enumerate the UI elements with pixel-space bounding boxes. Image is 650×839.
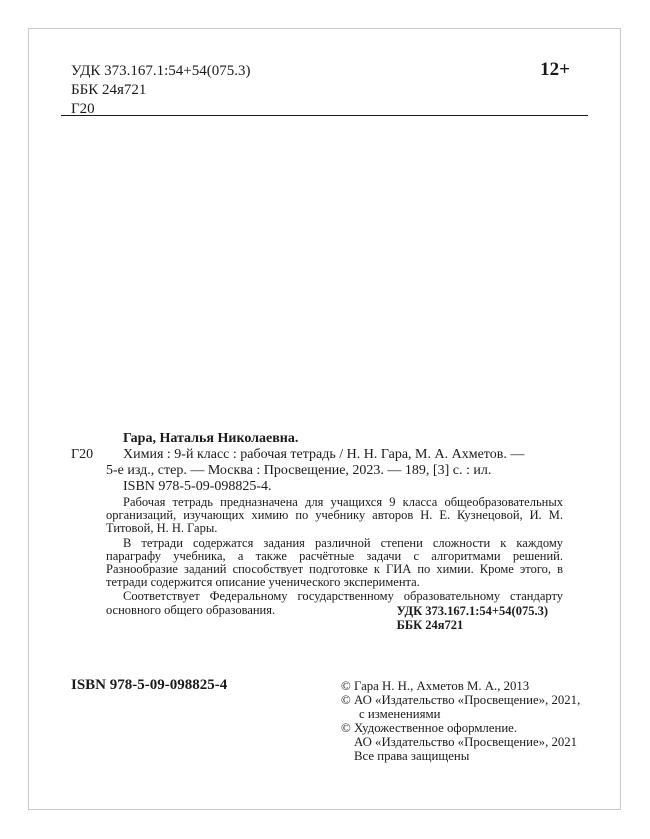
catalog-card-body <box>106 431 563 633</box>
bbk-number-right: ББК 24я721 <box>396 618 464 633</box>
copyright-entry <box>341 679 580 693</box>
author-sign: Г20 <box>71 101 95 117</box>
copyright-line: АО «Издательство «Просвещение», 2021, <box>354 693 581 707</box>
imprint-page <box>28 28 621 810</box>
copyright-entry <box>341 721 580 763</box>
annotation-paragraph: Соответствует Федеральному государственному образовательному стандарту основного общего образования. <box>106 589 563 617</box>
isbn-line: ISBN 978-5-09-098825-4. <box>123 479 272 494</box>
annotation-paragraph: Рабочая тетрадь предназначена для учащихся 9 класса общеобразовательных организаций, изучающих химию по учебнику авторов Н. Е. Кузнецовой, И. М. Титовой, Н. Н. Гары. <box>106 495 563 536</box>
isbn-bottom: ISBN 978-5-09-098825-4 <box>71 677 228 693</box>
copyright-symbol: © <box>341 693 351 707</box>
copyright-entry <box>341 693 580 721</box>
classification-block <box>71 62 250 119</box>
bib-description-line: Химия : 9-й класс : рабочая тетрадь / Н. Н. Гара, М. А. Ахметов. — <box>123 447 525 462</box>
copyright-symbol: © <box>341 679 351 693</box>
copyright-line: Гара Н. Н., Ахметов М. А., 2013 <box>354 679 530 693</box>
udk-bbk-right-block <box>397 604 548 633</box>
copyright-line: Художественное оформление. <box>354 721 518 735</box>
bbk-number: ББК 24я721 <box>71 82 147 98</box>
udk-number-right: УДК 373.167.1:54+54(075.3) <box>396 603 548 618</box>
catalog-card <box>71 431 563 633</box>
copyright-symbol: © <box>341 721 351 735</box>
udk-number: УДК 373.167.1:54+54(075.3) <box>71 63 251 79</box>
copyright-line: Все права защищены <box>354 749 470 763</box>
copyright-line: с изменениями <box>359 707 441 721</box>
copyright-block <box>341 679 580 763</box>
horizontal-rule <box>61 115 588 116</box>
author-heading: Гара, Наталья Николаевна. <box>123 431 299 446</box>
copyright-line: АО «Издательство «Просвещение», 2021 <box>354 735 578 749</box>
author-sign-margin: Г20 <box>71 447 94 462</box>
age-rating-badge: 12+ <box>540 59 570 80</box>
bib-description-line: 5-е изд., стер. — Москва : Просвещение, 2023. — 189, [3] с. : ил. <box>106 463 492 478</box>
annotation-paragraph: В тетради содержатся задания различной степени сложности к каждому параграфу учебника, а также расчётные задачи с алгоритмами решений. Разнообразие заданий способствует подготовке к ГИА по химии. Кроме этого, в тетради содержится описание ученического эксперимента. <box>106 535 563 590</box>
